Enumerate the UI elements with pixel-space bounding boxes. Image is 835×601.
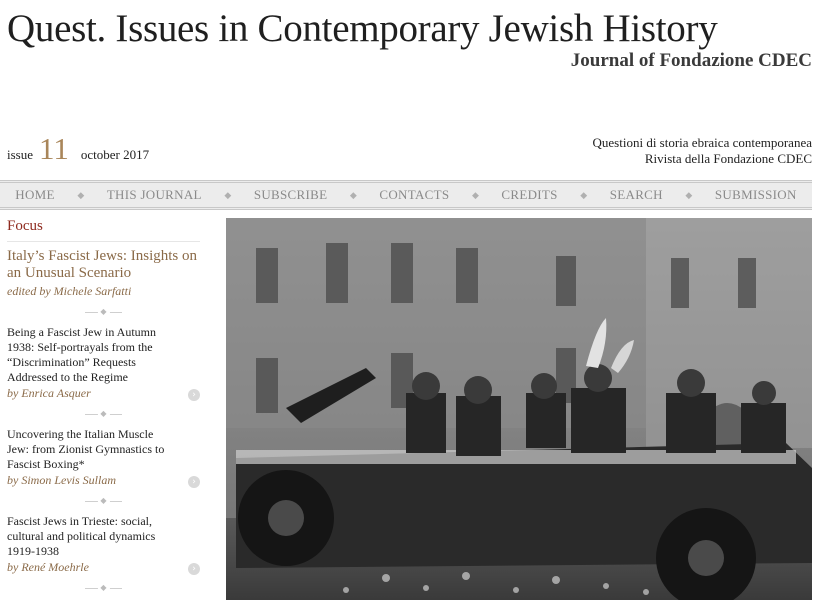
diamond-divider-icon: ◆ bbox=[97, 305, 109, 319]
circle-chevron-right-icon[interactable]: › bbox=[188, 476, 200, 488]
site-title[interactable]: Quest. Issues in Contemporary Jewish History bbox=[7, 7, 718, 50]
site-subtitle: Journal of Fondazione CDEC bbox=[570, 50, 812, 71]
circle-chevron-right-icon[interactable]: › bbox=[188, 563, 200, 575]
divider bbox=[7, 581, 200, 595]
tagline-line-2: Rivista della Fondazione CDEC bbox=[644, 151, 812, 166]
featured-issue-title[interactable]: Italy’s Fascist Jews: Insights on an Unusual Scenario bbox=[7, 248, 197, 281]
divider bbox=[7, 494, 200, 508]
nav-home[interactable]: HOME bbox=[15, 187, 55, 202]
article-author: by Enrica Asquer bbox=[7, 386, 91, 400]
issue-number: 11 bbox=[39, 131, 69, 166]
tagline bbox=[593, 135, 812, 167]
diamond-divider-icon: ◆ bbox=[97, 494, 109, 508]
focus-sidebar bbox=[7, 216, 200, 601]
article-item[interactable] bbox=[7, 325, 200, 401]
nav-credits[interactable]: CREDITS bbox=[501, 187, 558, 202]
article-item[interactable] bbox=[7, 514, 200, 575]
diamond-icon: ◆ bbox=[349, 189, 357, 200]
featured-photo bbox=[226, 218, 812, 600]
nav-search[interactable]: SEARCH bbox=[609, 187, 663, 202]
diamond-icon: ◆ bbox=[224, 189, 232, 200]
article-item[interactable] bbox=[7, 427, 200, 488]
diamond-divider-icon: ◆ bbox=[97, 407, 109, 421]
circle-chevron-right-icon[interactable]: › bbox=[188, 389, 200, 401]
diamond-icon: ◆ bbox=[685, 189, 693, 200]
article-title[interactable]: Fascist Jews in Trieste: social, cultural and political dynamics 1919-1938 bbox=[7, 514, 156, 558]
main-nav bbox=[0, 180, 812, 210]
diamond-divider-icon: ◆ bbox=[97, 581, 109, 595]
nav-submission[interactable]: SUBMISSION bbox=[714, 187, 797, 202]
article-title[interactable]: Being a Fascist Jew in Autumn 1938: Self-portrayals from the “Discrimination” Requests Addressed to the Regime bbox=[7, 325, 156, 384]
focus-heading: Focus bbox=[7, 218, 200, 242]
diamond-icon: ◆ bbox=[77, 189, 85, 200]
issue-label: issue bbox=[7, 147, 33, 162]
issue-info bbox=[7, 133, 149, 169]
article-author: by René Moehrle bbox=[7, 560, 89, 574]
diamond-icon: ◆ bbox=[580, 189, 588, 200]
divider bbox=[7, 407, 200, 421]
divider bbox=[7, 305, 200, 319]
diamond-icon: ◆ bbox=[471, 189, 479, 200]
featured-issue-editor: edited by Michele Sarfatti bbox=[7, 284, 132, 298]
nav-contacts[interactable]: CONTACTS bbox=[379, 187, 450, 202]
article-author: by Simon Levis Sullam bbox=[7, 473, 116, 487]
historical-photo-illustration bbox=[226, 218, 812, 600]
nav-this-journal[interactable]: THIS JOURNAL bbox=[106, 187, 202, 202]
tagline-line-1: Questioni di storia ebraica contemporanea bbox=[592, 135, 812, 150]
issue-date: october 2017 bbox=[80, 147, 150, 162]
article-title[interactable]: Uncovering the Italian Muscle Jew: from Zionist Gymnastics to Fascist Boxing* bbox=[7, 427, 165, 471]
nav-subscribe[interactable]: SUBSCRIBE bbox=[253, 187, 328, 202]
